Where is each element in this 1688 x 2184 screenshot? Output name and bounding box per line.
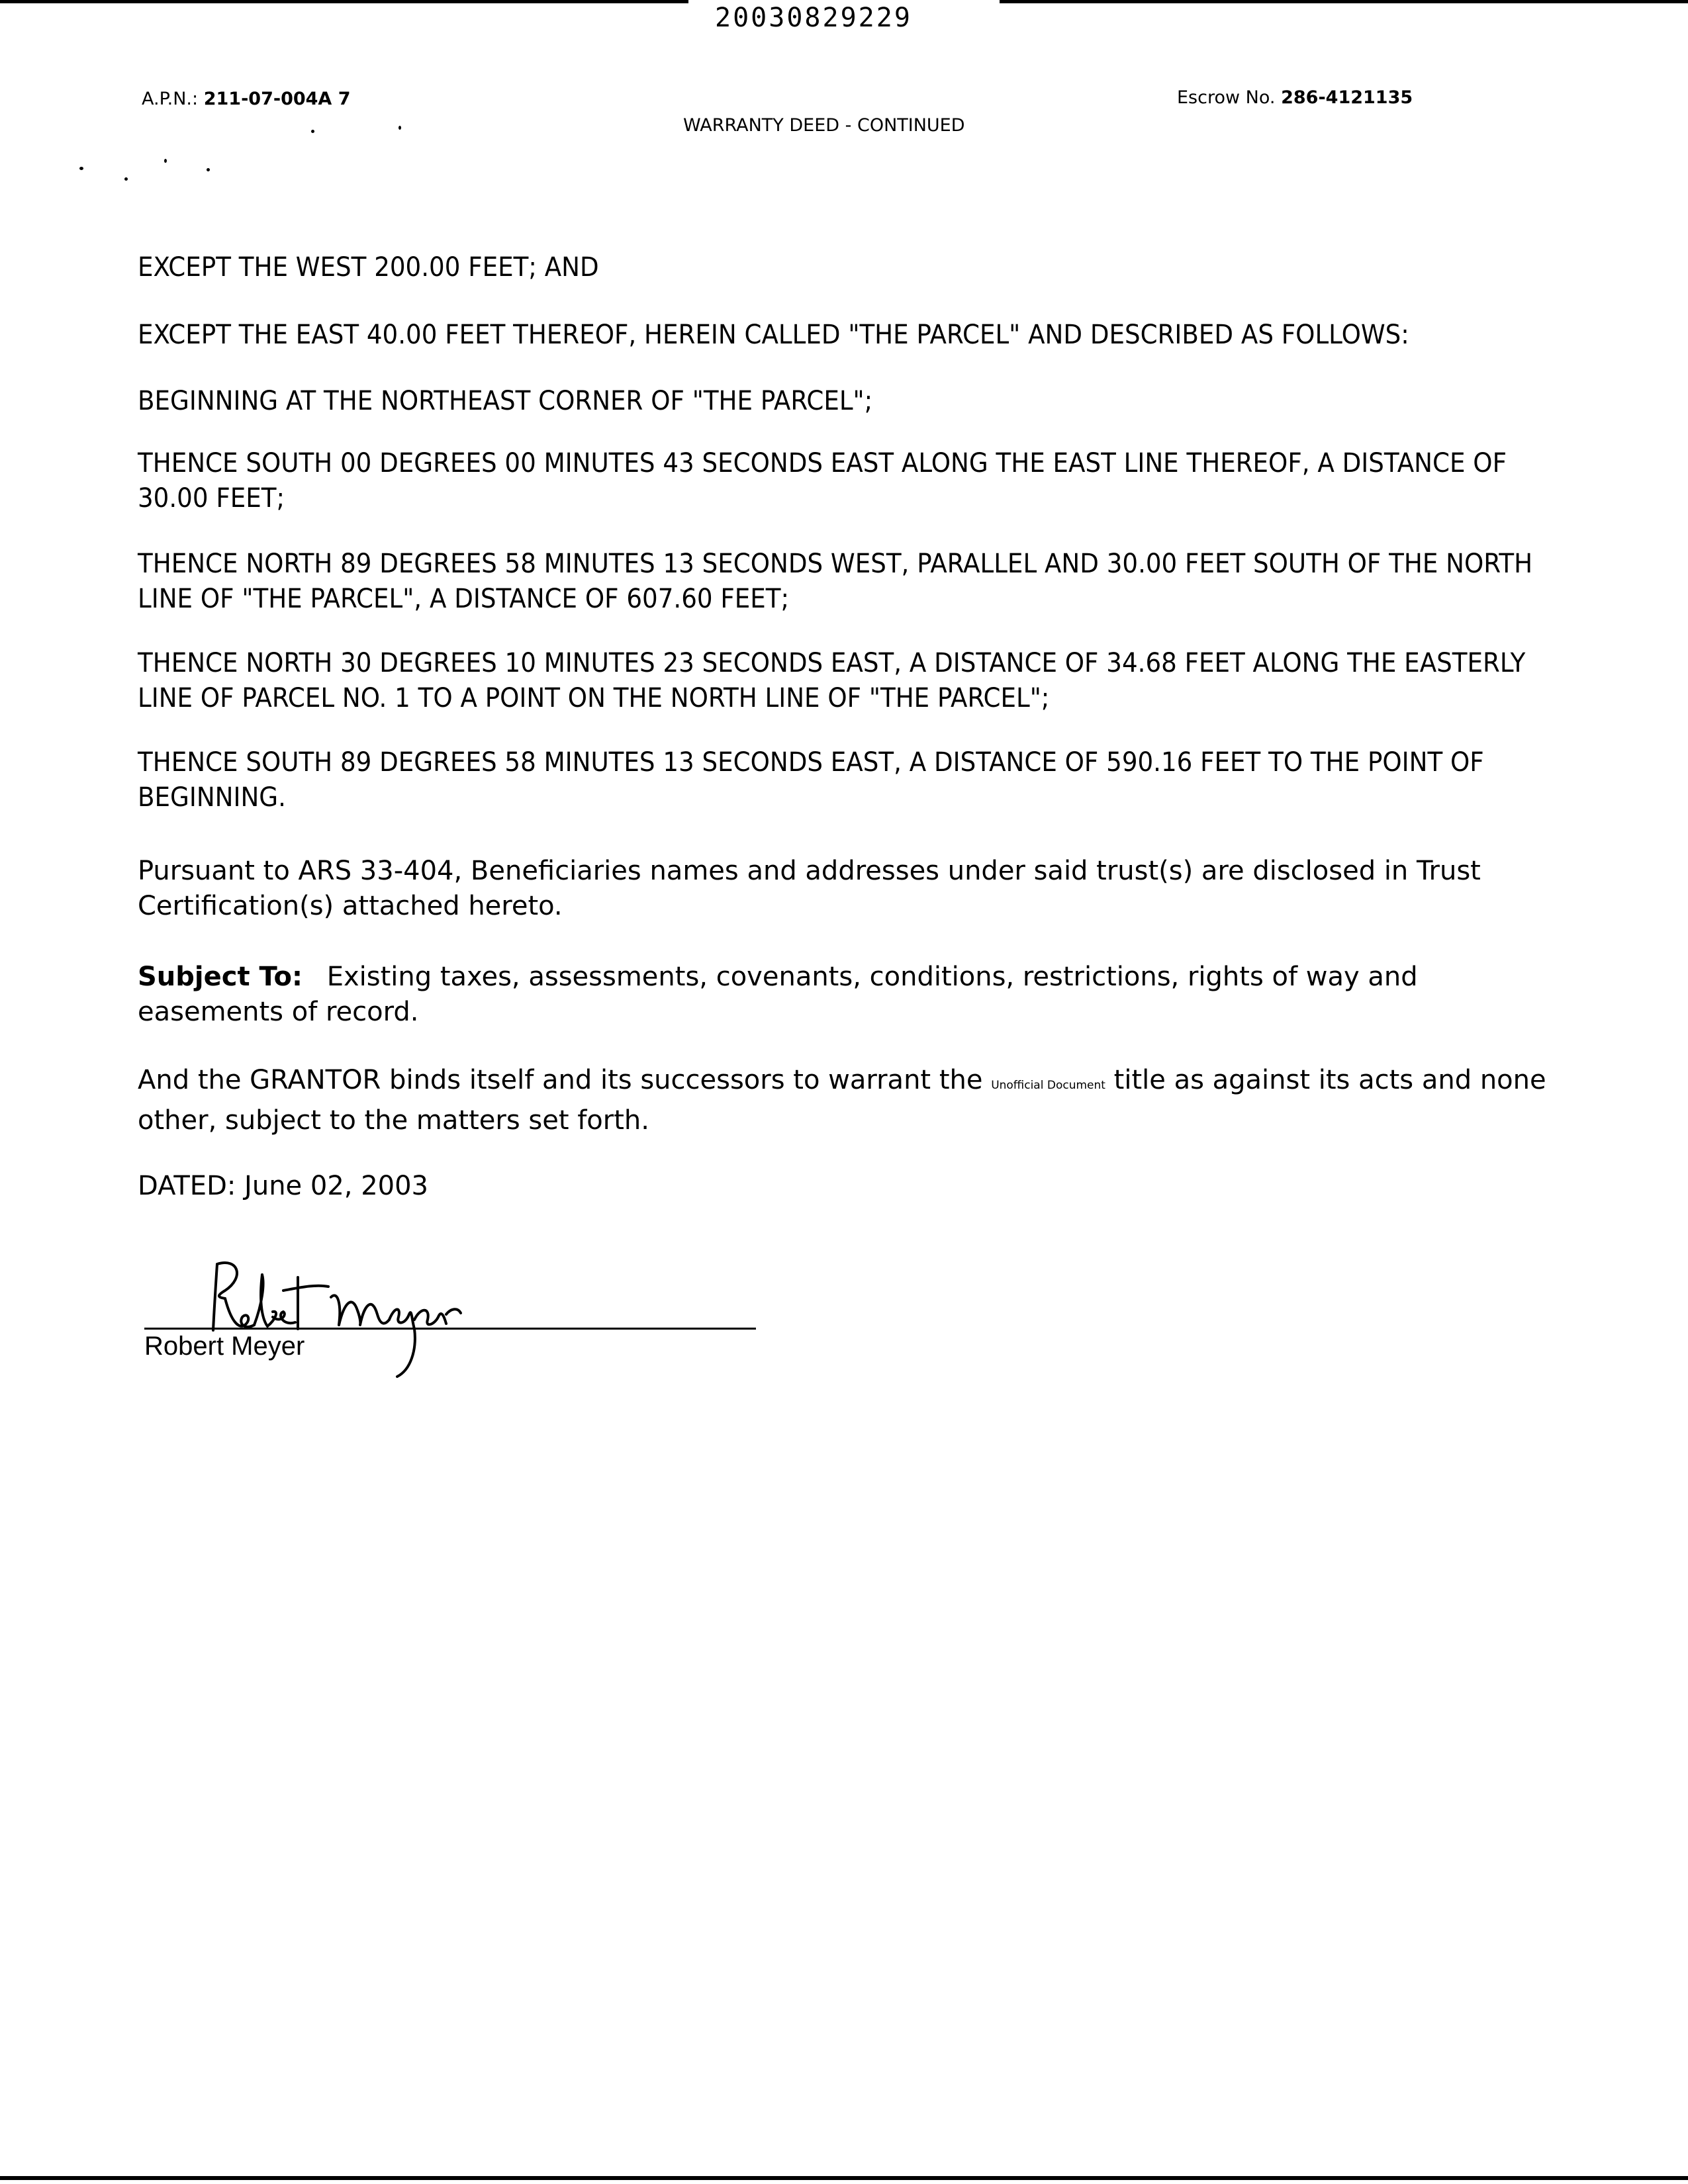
legal-paragraph-4: THENCE SOUTH 00 DEGREES 00 MINUTES 43 SECONDS EAST ALONG THE EAST LINE THEREOF, A DISTANCE OF 30.00 FEET; (138, 448, 1507, 514)
escrow-label: Escrow No. (1177, 87, 1276, 108)
grantor-clause-after: title as against its acts and none other, subject to the matters set forth. (138, 1065, 1546, 1136)
signatory-name: Robert Meyer (144, 1332, 305, 1361)
escrow-number (1177, 87, 1413, 108)
legal-paragraph-1: EXCEPT THE WEST 200.00 FEET; AND (138, 252, 599, 283)
unofficial-document-watermark: Unofficial Document (991, 1079, 1105, 1092)
signature-line (144, 1328, 756, 1330)
subject-to-text: Existing taxes, assessments, covenants, conditions, restrictions, rights of way and easements of record. (138, 962, 1418, 1027)
subject-to-paragraph (138, 960, 1554, 1030)
legal-paragraph-6: THENCE NORTH 30 DEGREES 10 MINUTES 23 SECONDS EAST, A DISTANCE OF 34.68 FEET ALONG THE EASTERLY LINE OF PARCEL NO. 1 TO A POINT ON THE NORTH LINE OF "THE PARCEL"; (138, 648, 1526, 713)
recording-number: 20030829229 (715, 3, 912, 33)
apn-label: A.P.N.: (142, 89, 199, 109)
document-title: WARRANTY DEED - CONTINUED (683, 115, 965, 136)
legal-paragraph-3: BEGINNING AT THE NORTHEAST CORNER OF "THE PARCEL"; (138, 386, 873, 416)
bottom-border (0, 2176, 1688, 2180)
top-border-left (0, 0, 688, 3)
grantor-clause (138, 1063, 1554, 1138)
trust-statement: Pursuant to ARS 33-404, Beneficiaries names and addresses under said trust(s) are disclosed in Trust Certification(s) attached hereto. (138, 856, 1481, 921)
legal-paragraph-7: THENCE SOUTH 89 DEGREES 58 MINUTES 13 SECONDS EAST, A DISTANCE OF 590.16 FEET TO THE POINT OF BEGINNING. (138, 747, 1484, 813)
legal-paragraph-2: EXCEPT THE EAST 40.00 FEET THEREOF, HEREIN CALLED "THE PARCEL" AND DESCRIBED AS FOLLOWS: (138, 320, 1409, 350)
subject-to-label: Subject To: (138, 962, 303, 992)
dated-line: DATED: June 02, 2003 (138, 1171, 429, 1201)
handwritten-signature (199, 1251, 503, 1386)
legal-paragraph-5: THENCE NORTH 89 DEGREES 58 MINUTES 13 SECONDS WEST, PARALLEL AND 30.00 FEET SOUTH OF THE NORTH LINE OF "THE PARCEL", A DISTANCE OF 607.60 FEET; (138, 549, 1533, 614)
apn-value: 211-07-004A 7 (203, 89, 351, 109)
apn (142, 89, 351, 109)
top-border-right (1000, 0, 1688, 3)
grantor-clause-before: And the GRANTOR binds itself and its successors to warrant the (138, 1065, 983, 1095)
escrow-value: 286-4121135 (1281, 87, 1413, 108)
